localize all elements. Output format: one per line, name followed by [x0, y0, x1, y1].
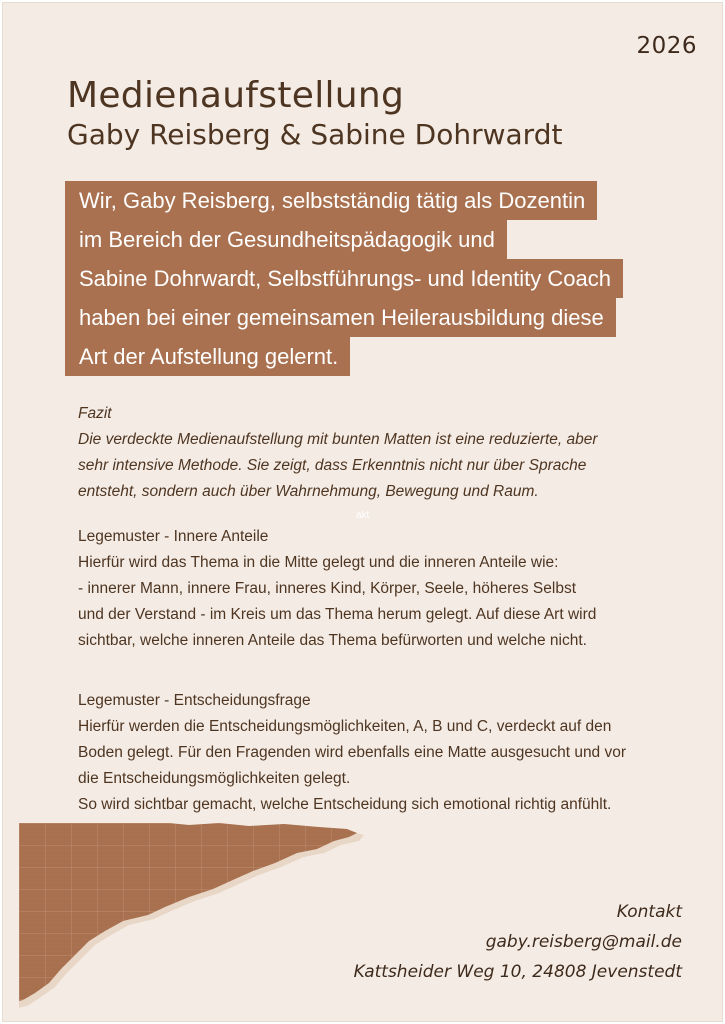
entscheidungsfrage-line: So wird sichtbar gemacht, welche Entscheidung sich emotional richtig anfühlt.	[78, 796, 612, 813]
fazit-line: Die verdeckte Medienaufstellung mit bunten Matten ist eine reduzierte, aber	[78, 431, 598, 448]
contact-heading: Kontakt	[616, 902, 682, 922]
page-title: Medienaufstellung	[67, 75, 405, 116]
entscheidungsfrage-heading: Legemuster - Entscheidungsfrage	[78, 692, 311, 709]
entscheidungsfrage-line: die Entscheidungsmöglichkeiten gelegt.	[78, 770, 351, 787]
contact-block	[354, 897, 682, 987]
stray-text: akt	[356, 510, 370, 521]
intro-line: im Bereich der Gesundheitspädagogik und	[65, 220, 507, 259]
contact-address: Kattsheider Weg 10, 24808 Jevenstedt	[353, 962, 682, 982]
fazit-heading: Fazit	[78, 405, 112, 422]
entscheidungsfrage-line: Hierfür werden die Entscheidungsmöglichkeiten, A, B und C, verdeckt auf den	[78, 718, 612, 735]
intro-line: Sabine Dohrwardt, Selbstführungs- und Identity Coach	[65, 259, 623, 298]
intro-line: haben bei einer gemeinsamen Heilerausbildung diese	[65, 298, 616, 337]
page-subtitle: Gaby Reisberg & Sabine Dohrwardt	[67, 118, 563, 151]
innere-anteile-line: Hierfür wird das Thema in die Mitte gelegt und die inneren Anteile wie:	[78, 554, 559, 571]
intro-line: Art der Aufstellung gelernt.	[65, 337, 350, 376]
year-label: 2026	[636, 33, 697, 59]
innere-anteile-line: und der Verstand - im Kreis um das Thema herum gelegt. Auf diese Art wird	[78, 606, 597, 623]
intro-line: Wir, Gaby Reisberg, selbstständig tätig als Dozentin	[65, 181, 597, 220]
contact-email[interactable]: gaby.reisberg@mail.de	[485, 932, 682, 952]
entscheidungsfrage-line: Boden gelegt. Für den Fragenden wird ebenfalls eine Matte ausgesucht und vor	[78, 744, 627, 761]
fazit-line: entsteht, sondern auch über Wahrnehmung, Bewegung und Raum.	[78, 483, 539, 500]
intro-block	[65, 181, 685, 376]
innere-anteile-heading: Legemuster - Innere Anteile	[78, 528, 269, 545]
fazit-line: sehr intensive Methode. Sie zeigt, dass Erkenntnis nicht nur über Sprache	[78, 457, 587, 474]
innere-anteile-line: sichtbar, welche inneren Anteile das Thema befürworten und welche nicht.	[78, 632, 587, 649]
fazit-section	[78, 401, 678, 505]
innere-anteile-line: - innerer Mann, innere Frau, inneres Kind, Körper, Seele, höheres Selbst	[78, 580, 576, 597]
innere-anteile-section	[78, 524, 678, 654]
entscheidungsfrage-section	[78, 688, 678, 818]
document-page	[2, 2, 723, 1022]
torn-paper-decoration	[19, 823, 369, 1008]
